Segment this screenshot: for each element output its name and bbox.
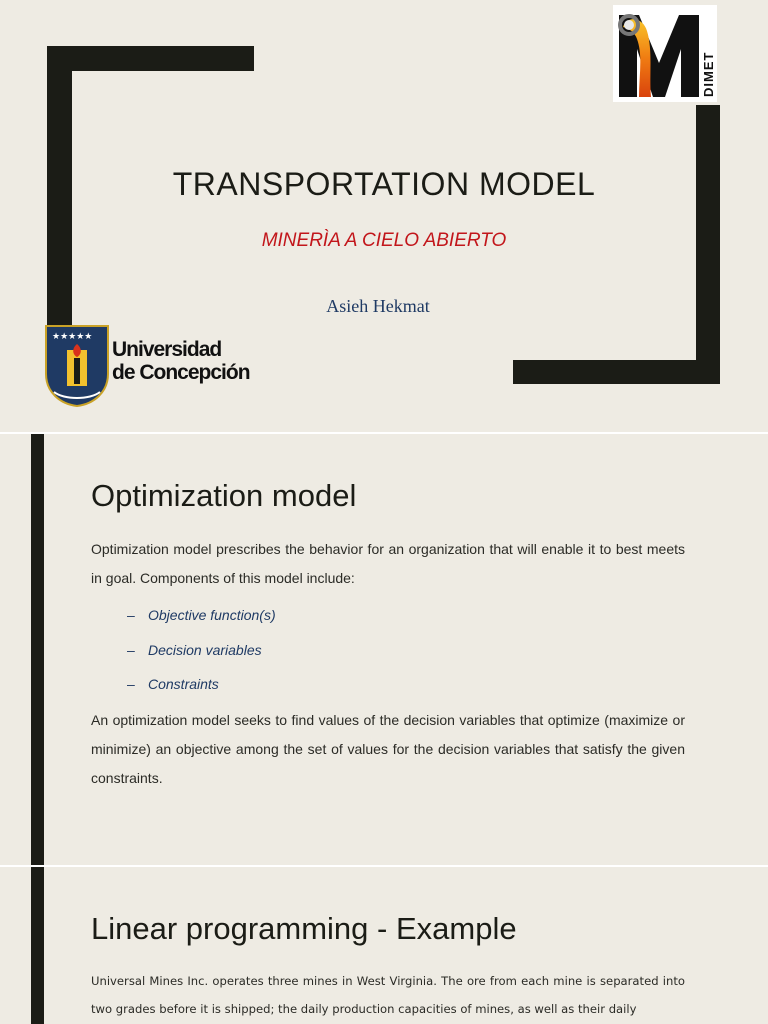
udec-logo xyxy=(44,324,254,408)
intro-paragraph: Optimization model prescribes the behavior for an organization that will enable it to best meets in goal. Components of this model include: xyxy=(91,541,685,586)
list-item-text: Decision variables xyxy=(148,641,262,658)
linear-programming-slide xyxy=(0,867,768,1024)
author-name: Asieh Hekmat xyxy=(326,296,430,316)
frame-top-left-horizontal xyxy=(47,46,254,71)
slide-heading: Linear programming - Example xyxy=(91,911,517,946)
list-item xyxy=(127,633,276,668)
list-item xyxy=(127,667,276,702)
bullet-marker: – xyxy=(127,607,135,623)
component-list xyxy=(127,598,276,702)
dimet-logo-text: DIMET xyxy=(701,51,716,97)
list-item-text: Objective function(s) xyxy=(148,607,276,623)
presentation-subtitle: MINERÌA A CIELO ABIERTO xyxy=(261,230,507,251)
frame-bottom-right-horizontal xyxy=(513,360,720,384)
presentation-title: TRANSPORTATION MODEL xyxy=(172,166,596,202)
udec-crest-icon xyxy=(44,324,110,408)
body-paragraph: An optimization model seeks to find values of the decision variables that optimize (maximize or minimize) an objective among the set of values for the decision variables that satisfy the given constraints. xyxy=(91,712,685,786)
udec-logo-line1: Universidad xyxy=(112,338,222,361)
slide-heading: Optimization model xyxy=(91,478,357,513)
bullet-marker: – xyxy=(127,641,135,658)
dimet-logo-icon xyxy=(613,5,717,102)
svg-text:★★★★★: ★★★★★ xyxy=(52,332,93,342)
accent-bar xyxy=(31,867,44,1024)
title-slide xyxy=(0,0,768,432)
bullet-marker: – xyxy=(127,676,135,692)
list-item xyxy=(127,598,276,633)
udec-logo-line2: de Concepción xyxy=(112,361,250,384)
list-item-text: Constraints xyxy=(148,676,219,692)
body-paragraph: Universal Mines Inc. operates three mines in West Virginia. The ore from each mine is separated into two grades before it is shipped; the daily production capacities of mines, as well as their daily xyxy=(91,974,685,1016)
optimization-slide xyxy=(0,434,768,865)
accent-bar xyxy=(31,434,44,865)
